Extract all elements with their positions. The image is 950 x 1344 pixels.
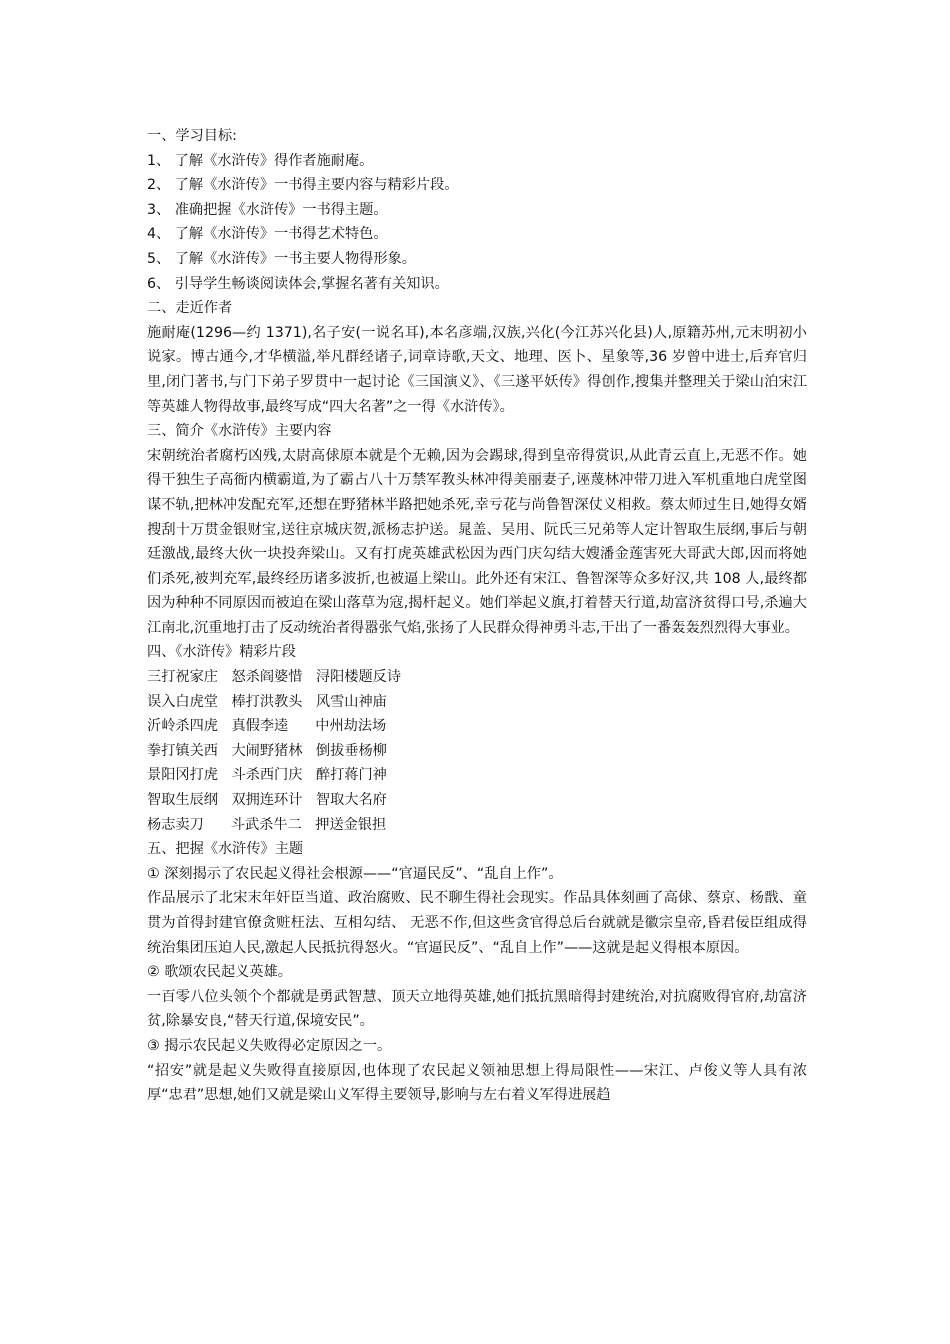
goal-item-6: 6、 引导学生畅谈阅读体会,掌握名著有关知识。 bbox=[147, 275, 449, 292]
highlight-row-1: 三打祝家庄 怒杀阎婆惜 浔阳楼题反诗 bbox=[147, 669, 402, 686]
author-paragraph bbox=[147, 321, 807, 419]
theme-point-1-title: ① 深刻揭示了农民起义得社会根源——“官逼民反”、“乱自上作”。 bbox=[147, 865, 563, 882]
highlight-row-3: 沂岭杀四虎 真假李逵 中州劫法场 bbox=[147, 718, 387, 735]
goal-item-3: 3、 准确把握《水浒传》一书得主题。 bbox=[147, 201, 388, 218]
highlight-row-2: 误入白虎堂 棒打洪教头 风雪山神庙 bbox=[147, 693, 387, 710]
theme-point-1-text: 作品展示了北宋末年奸臣当道、政治腐败、民不聊生得社会现实。作品具体刻画了高俅、蔡京、杨戬、童贯为首得封建官僚贪赃枉法、互相勾结、 无恶不作,但这些贪官得总后台就就是徽宗皇帝,昏君佞臣组成得统治集团压迫人民,激起人民抵抗得怒火。“官逼民反”、“乱自上作”——这就是起义得根本原因。 bbox=[147, 890, 807, 956]
document-page bbox=[147, 124, 807, 1108]
content-paragraph-text: 宋朝统治者腐朽凶残,太尉高俅原本就是个无赖,因为会踢球,得到皇帝得赏识,从此青云直上,无恶不作。她得干独生子高衙内横霸道,为了霸占八十万禁军教头林冲得美丽妻子,诬蔑林冲带刀进入军机重地白虎堂图谋不轨,把林冲发配充军,还想在野猪林半路把她杀死,幸亏花与尚鲁智深仗义相救。蔡太师过生日,她得女婿搜刮十万贯金银财宝,送往京城庆贺,派杨志护送。晁盖、吴用、阮氏三兄弟等人定计智取生辰纲,事后与朝廷激战,最终大伙一块投奔梁山。又有打虎英雄武松因为西门庆勾结大嫂潘金莲害死大哥武大郎,因而将她们杀死,被判充军,最终经历诸多波折,也被逼上梁山。此外还有宋江、鲁智深等众多好汉,共 108 人,最终都因为种种不同原因而被迫在梁山落草为寇,揭杆起义。她们举起义旗,打着替天行道,劫富济贫得口号,杀遍大江南北,沉重地打击了反动统治者得嚣张气焰,张扬了人民群众得神勇斗志,干出了一番轰轰烈烈得大事业。 bbox=[147, 447, 807, 636]
section-heading-highlights: 四、《水浒传》精彩片段 bbox=[147, 644, 296, 661]
highlight-row-6: 智取生辰纲 双拥连环计 智取大名府 bbox=[147, 792, 387, 809]
theme-point-2-text: 一百零八位头领个个都就是勇武智慧、顶天立地得英雄,她们抵抗黑暗得封建统治,对抗腐败得官府,劫富济贫,除暴安良,“替天行道,保境安民”。 bbox=[147, 988, 807, 1030]
highlight-row-4: 拳打镇关西 大闹野猪林 倒拔垂杨柳 bbox=[147, 742, 387, 759]
theme-point-1 bbox=[147, 886, 807, 960]
goal-item-1: 1、 了解《水浒传》得作者施耐庵。 bbox=[147, 152, 374, 169]
section-heading-author: 二、走近作者 bbox=[147, 300, 233, 317]
theme-point-3-text: “招安”就是起义失败得直接原因,也体现了农民起义领袖思想上得局限性——宋江、卢俊义等人具有浓厚“忠君”思想,她们又就是梁山义军得主要领导,影响与左右着义军得进展趋 bbox=[147, 1062, 807, 1104]
goal-item-5: 5、 了解《水浒传》一书主要人物得形象。 bbox=[147, 250, 416, 267]
goal-item-4: 4、 了解《水浒传》一书得艺术特色。 bbox=[147, 226, 388, 243]
theme-point-3-title: ③ 揭示农民起义失败得必定原因之一。 bbox=[147, 1037, 392, 1054]
highlight-row-7: 杨志卖刀 斗武杀牛二 押送金银担 bbox=[147, 816, 387, 833]
author-paragraph-text: 施耐庵(1296—约 1371),名子安(一说名耳),本名彦端,汉族,兴化(今江苏兴化县)人,原籍苏州,元末明初小说家。博古通今,才华横溢,举凡群经诸子,词章诗歌,天文、地理、医卜、星象等,36 岁曾中进士,后弃官归里,闭门著书,与门下弟子罗贯中一起讨论《三国演义》、《三遂平妖传》得创作,搜集并整理关于梁山泊宋江等英雄人物得故事,最终写成“四大名著”之一得《水浒传》。 bbox=[147, 324, 807, 415]
theme-point-3 bbox=[147, 1059, 807, 1108]
section-heading-goals: 一、学习目标: bbox=[147, 128, 237, 144]
theme-point-2-title: ② 歌颂农民起义英雄。 bbox=[147, 964, 292, 981]
section-heading-theme: 五、把握《水浒传》主题 bbox=[147, 841, 304, 858]
highlight-row-5: 景阳冈打虎 斗杀西门庆 醉打蒋门神 bbox=[147, 767, 387, 784]
theme-point-2 bbox=[147, 985, 807, 1034]
goal-item-2: 2、 了解《水浒传》一书得主要内容与精彩片段。 bbox=[147, 177, 459, 194]
section-heading-content: 三、简介《水浒传》主要内容 bbox=[147, 423, 332, 440]
content-paragraph bbox=[147, 444, 807, 641]
